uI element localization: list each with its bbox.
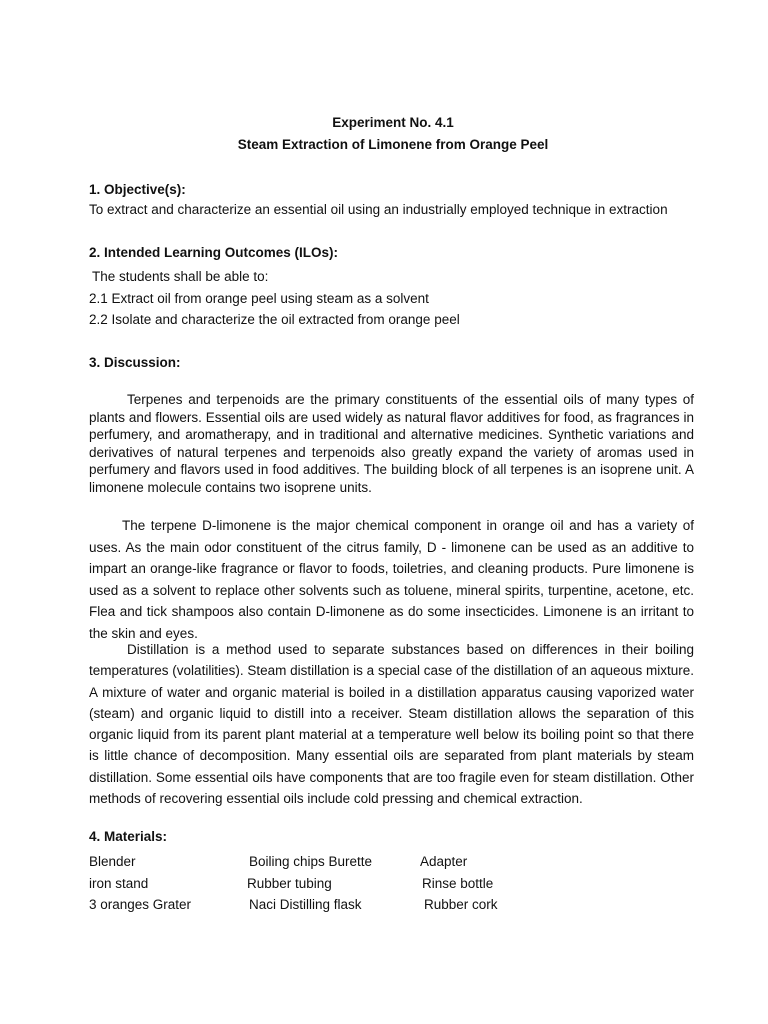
discussion-heading: 3. Discussion: [89, 355, 181, 370]
material-item: Rubber cork [424, 897, 498, 912]
ilo-item-2: 2.2 Isolate and characterize the oil extracted from orange peel [89, 312, 460, 327]
experiment-number: Experiment No. 4.1 [332, 115, 454, 130]
discussion-paragraph-2: The terpene D-limonene is the major chemical component in orange oil and has a variety of uses. As the main odor constituent of the citrus family, D - limonene can be used as an additive to impart an orange-like fragrance or flavor to foods, toiletries, and cleaning products. Pure limonene is used as a solvent to replace other solvents such as toluene, mineral spirits, turpentine, acetone, etc. Flea and tick shampoos also contain D-limonene as do some insecticides. Limonene is an irritant to the skin and eyes. [89, 518, 694, 641]
materials-heading: 4. Materials: [89, 829, 168, 844]
objectives-text: To extract and characterize an essential oil using an industrially employed technique in extraction [89, 202, 668, 217]
ilo-item-1: 2.1 Extract oil from orange peel using steam as a solvent [89, 291, 429, 306]
material-item: Adapter [420, 854, 468, 869]
ilos-heading: 2. Intended Learning Outcomes (ILOs): [89, 245, 339, 260]
discussion-paragraph-1: Terpenes and terpenoids are the primary constituents of the essential oils of many types of plants and flowers. Essential oils are used widely as natural flavor additives for food, as fragrances in perfumery, and aromatherapy, and in traditional and alternative medicines. Synthetic variations and derivatives of natural terpenes and terpenoids also greatly expand the variety of aromas used in perfumery and flavors used in food additives. The building block of all terpenes is an isoprene unit. A limonene molecule contains two isoprene units. [89, 392, 694, 495]
material-item: 3 oranges Grater [89, 897, 192, 912]
ilos-intro: The students shall be able to: [92, 269, 269, 284]
discussion-paragraph-3: Distillation is a method used to separate substances based on differences in their boiling temperatures (volatilities). Steam distillation is a special case of the distillation of an aqueous mixture. A mixture of water and organic material is boiled in a distillation apparatus causing vaporized water (steam) and organic liquid to distill into a receiver. Steam distillation allows the separation of this organic liquid from its parent plant material at a temperature well below its boiling point so that there is little chance of decomposition. Many essential oils are separated from plant materials by steam distillation. Some essential oils have components that are too fragile even for steam distillation. Other methods of recovering essential oils include cold pressing and chemical extraction. [89, 642, 694, 807]
material-item: Rinse bottle [422, 876, 494, 891]
material-item: Rubber tubing [247, 876, 332, 891]
material-item: Boiling chips Burette [249, 854, 373, 869]
title-block [0, 112, 768, 156]
experiment-title: Steam Extraction of Limonene from Orange Peel [237, 137, 549, 152]
objectives-heading: 1. Objective(s): [89, 182, 186, 197]
material-item: Naci Distilling flask [249, 897, 362, 912]
material-item: iron stand [89, 876, 149, 891]
material-item: Blender [89, 854, 136, 869]
